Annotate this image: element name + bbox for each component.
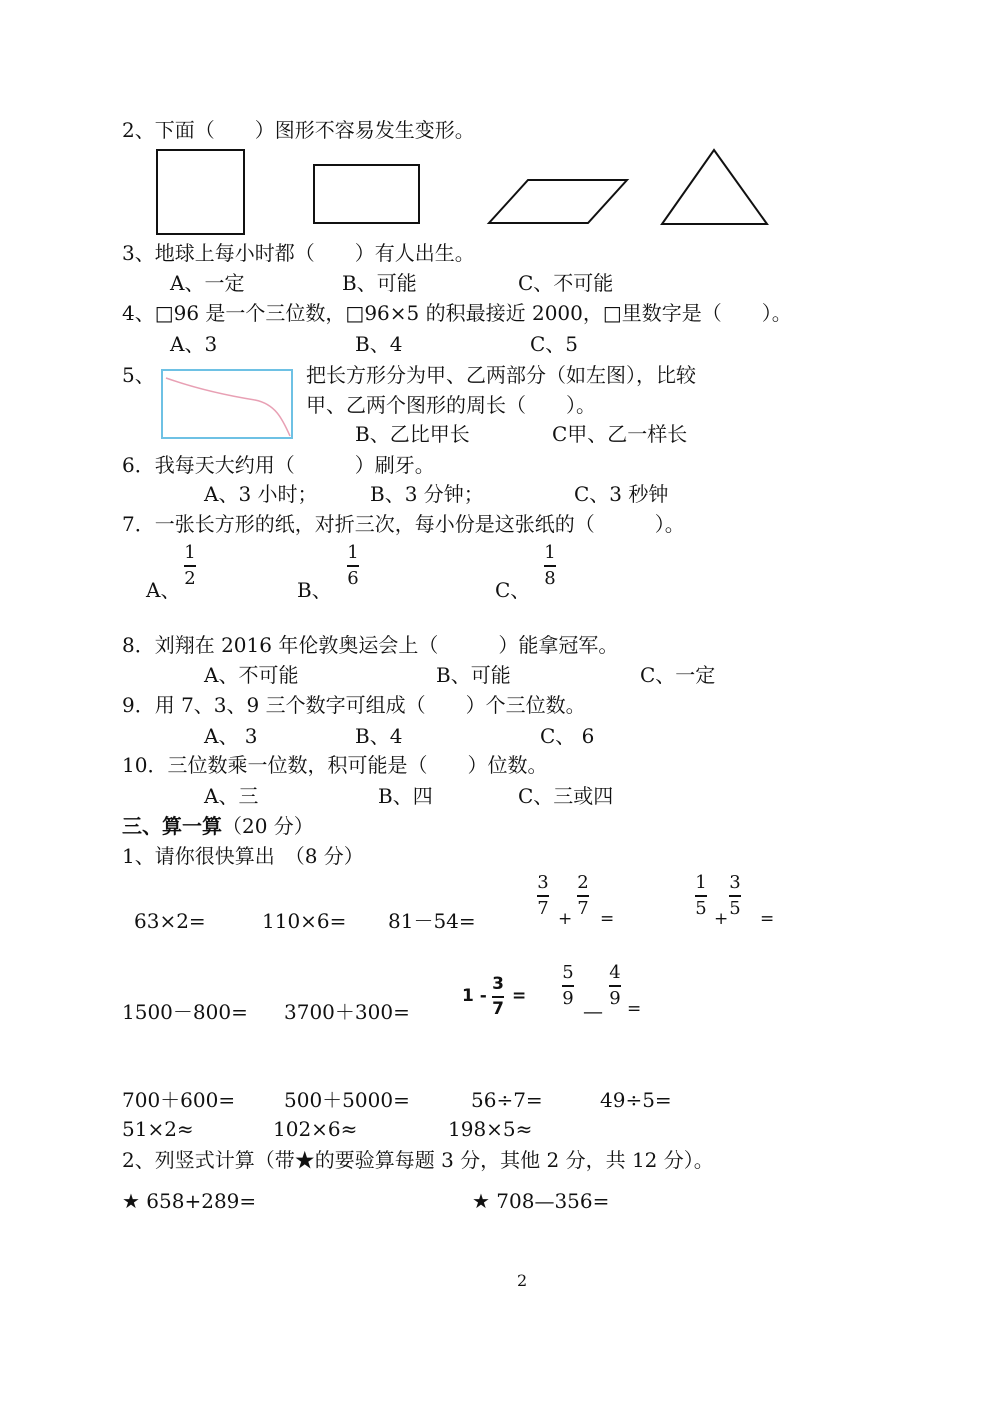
rectangle-shape <box>314 165 419 223</box>
q4-stem: 4、□96 是一个三位数，□96×5 的积最接近 2000，□里数字是（ ）。 <box>122 301 792 325</box>
section3-heading <box>122 816 314 836</box>
fraction-numerator: 3 <box>492 974 504 994</box>
q8-stem: 8．刘翔在 2016 年伦敦奥运会上（ ）能拿冠军。 <box>122 633 619 657</box>
q4-option-b[interactable]: B、4 <box>355 332 403 356</box>
calc-49div5: 49÷5= <box>600 1088 672 1112</box>
frac1-b <box>577 874 589 918</box>
q5-stem-line2: 甲、乙两个图形的周长（ ）。 <box>306 393 596 417</box>
frac1-op: + <box>558 909 573 929</box>
calc-56div7: 56÷7= <box>471 1088 543 1112</box>
fraction-numerator: 1 <box>184 542 196 563</box>
fraction-numerator: 4 <box>609 962 621 983</box>
q4-option-a[interactable]: A、3 <box>170 332 218 356</box>
frac4-op: — <box>583 999 603 1023</box>
q3-option-c[interactable]: C、不可能 <box>518 271 614 295</box>
q5-stem-line1: 把长方形分为甲、乙两部分（如左图），比较 <box>306 363 696 387</box>
q4-option-c[interactable]: C、5 <box>530 332 579 356</box>
q10-stem: 10．三位数乘一位数，积可能是（ ）位数。 <box>122 753 548 777</box>
calc-110x6: 110×6= <box>262 909 347 933</box>
fraction-numerator: 1 <box>347 542 359 563</box>
fraction-denominator: 2 <box>184 567 196 589</box>
q3-option-a[interactable]: A、一定 <box>170 271 245 295</box>
section3-part1-title: 1、请你很快算出 （8 分） <box>122 844 364 868</box>
fraction-bar <box>184 565 196 567</box>
q6-option-c[interactable]: C、3 秒钟 <box>574 482 669 506</box>
calc-198x5: 198×5≈ <box>448 1117 533 1141</box>
calc-63x2: 63×2= <box>134 909 206 933</box>
calc-500+5000: 500＋5000= <box>284 1088 410 1112</box>
calc-51x2: 51×2≈ <box>122 1117 194 1141</box>
vertical-calc-2: ★ 708—356= <box>472 1189 610 1213</box>
fraction-bar <box>609 985 621 987</box>
frac4-eq: = <box>627 999 642 1019</box>
q8-option-b[interactable]: B、可能 <box>436 663 511 687</box>
fraction-denominator: 6 <box>347 567 359 589</box>
q9-option-a[interactable]: A、 3 <box>204 724 258 748</box>
q6-option-b[interactable]: B、3 分钟； <box>370 482 484 506</box>
q9-stem: 9．用 7、3、9 三个数字可组成（ ）个三位数。 <box>122 693 586 717</box>
q2-stem: 2、下面（ ）图形不容易发生变形。 <box>122 118 475 142</box>
q7-option-c-fraction[interactable] <box>544 544 556 588</box>
calc-1500-800: 1500－800= <box>122 1000 248 1024</box>
q5-rectangle <box>162 370 292 438</box>
fraction-bar <box>537 895 549 897</box>
frac1-a <box>537 874 549 918</box>
calc-700+600: 700＋600= <box>122 1088 236 1112</box>
section3-score: （20 分） <box>222 814 314 838</box>
frac2-eq: = <box>760 909 775 929</box>
calc-81-54: 81－54= <box>388 909 476 933</box>
fraction-denominator: 5 <box>729 897 741 919</box>
fraction-numerator: 3 <box>537 872 549 893</box>
parallelogram-shape <box>489 180 627 223</box>
q8-option-a[interactable]: A、不可能 <box>204 663 299 687</box>
fraction-bar <box>729 895 741 897</box>
q5-figure <box>160 368 296 440</box>
q10-option-a[interactable]: A、三 <box>204 784 259 808</box>
frac3-fraction <box>492 976 504 1018</box>
frac4-b <box>609 964 621 1008</box>
section3-title: 三、算一算 <box>122 814 222 838</box>
frac2-op: + <box>714 909 729 929</box>
section3-part2-title: 2、列竖式计算（带★的要验算每题 3 分，其他 2 分，共 12 分）。 <box>122 1148 714 1172</box>
fraction-numerator: 1 <box>544 542 556 563</box>
q3-stem: 3、地球上每小时都（ ）有人出生。 <box>122 241 475 265</box>
fraction-numerator: 5 <box>562 962 574 983</box>
square-shape <box>157 150 244 234</box>
fraction-bar <box>562 985 574 987</box>
frac2-b <box>729 874 741 918</box>
frac3-whole: 1 - <box>462 986 487 1006</box>
fraction-numerator: 1 <box>695 872 707 893</box>
q6-stem: 6．我每天大约用（ ）刷牙。 <box>122 453 435 477</box>
q7-option-a-label[interactable]: A、 <box>146 578 181 602</box>
q7-option-b-fraction[interactable] <box>347 544 359 588</box>
fraction-denominator: 7 <box>492 999 504 1019</box>
fraction-numerator: 2 <box>577 872 589 893</box>
fraction-denominator: 9 <box>609 987 621 1009</box>
vertical-calc-1: ★ 658+289= <box>122 1189 257 1213</box>
fraction-bar <box>695 895 707 897</box>
q7-option-a-fraction[interactable] <box>184 544 196 588</box>
frac2-a <box>695 874 707 918</box>
q7-option-c-label[interactable]: C、 <box>495 578 531 602</box>
frac3-eq: = <box>512 986 527 1006</box>
q10-option-c[interactable]: C、三或四 <box>518 784 614 808</box>
fraction-denominator: 9 <box>562 987 574 1009</box>
frac4-a <box>562 964 574 1008</box>
q6-option-a[interactable]: A、3 小时； <box>204 482 318 506</box>
frac1-eq: = <box>600 909 615 929</box>
q8-option-c[interactable]: C、一定 <box>640 663 716 687</box>
page-number: 2 <box>517 1271 528 1290</box>
fraction-bar <box>577 895 589 897</box>
triangle-shape <box>662 150 767 224</box>
fraction-bar <box>544 565 556 567</box>
fraction-numerator: 3 <box>729 872 741 893</box>
calc-102x6: 102×6≈ <box>273 1117 358 1141</box>
q3-option-b[interactable]: B、可能 <box>342 271 417 295</box>
q10-option-b[interactable]: B、四 <box>378 784 433 808</box>
q9-option-c[interactable]: C、 6 <box>540 724 595 748</box>
q5-option-b[interactable]: B、乙比甲长 <box>355 422 470 446</box>
q5-number: 5、 <box>122 363 155 387</box>
q5-option-c[interactable]: C甲、乙一样长 <box>552 422 688 446</box>
fraction-denominator: 7 <box>577 897 589 919</box>
fraction-bar <box>347 565 359 567</box>
fraction-bar <box>492 996 504 998</box>
q2-shapes <box>0 0 1000 240</box>
fraction-denominator: 5 <box>695 897 707 919</box>
calc-3700+300: 3700＋300= <box>284 1000 410 1024</box>
q7-option-b-label[interactable]: B、 <box>297 578 332 602</box>
q9-option-b[interactable]: B、4 <box>355 724 403 748</box>
fraction-denominator: 7 <box>537 897 549 919</box>
q7-stem: 7．一张长方形的纸，对折三次，每小份是这张纸的（ ）。 <box>122 512 685 536</box>
fraction-denominator: 8 <box>544 567 556 589</box>
